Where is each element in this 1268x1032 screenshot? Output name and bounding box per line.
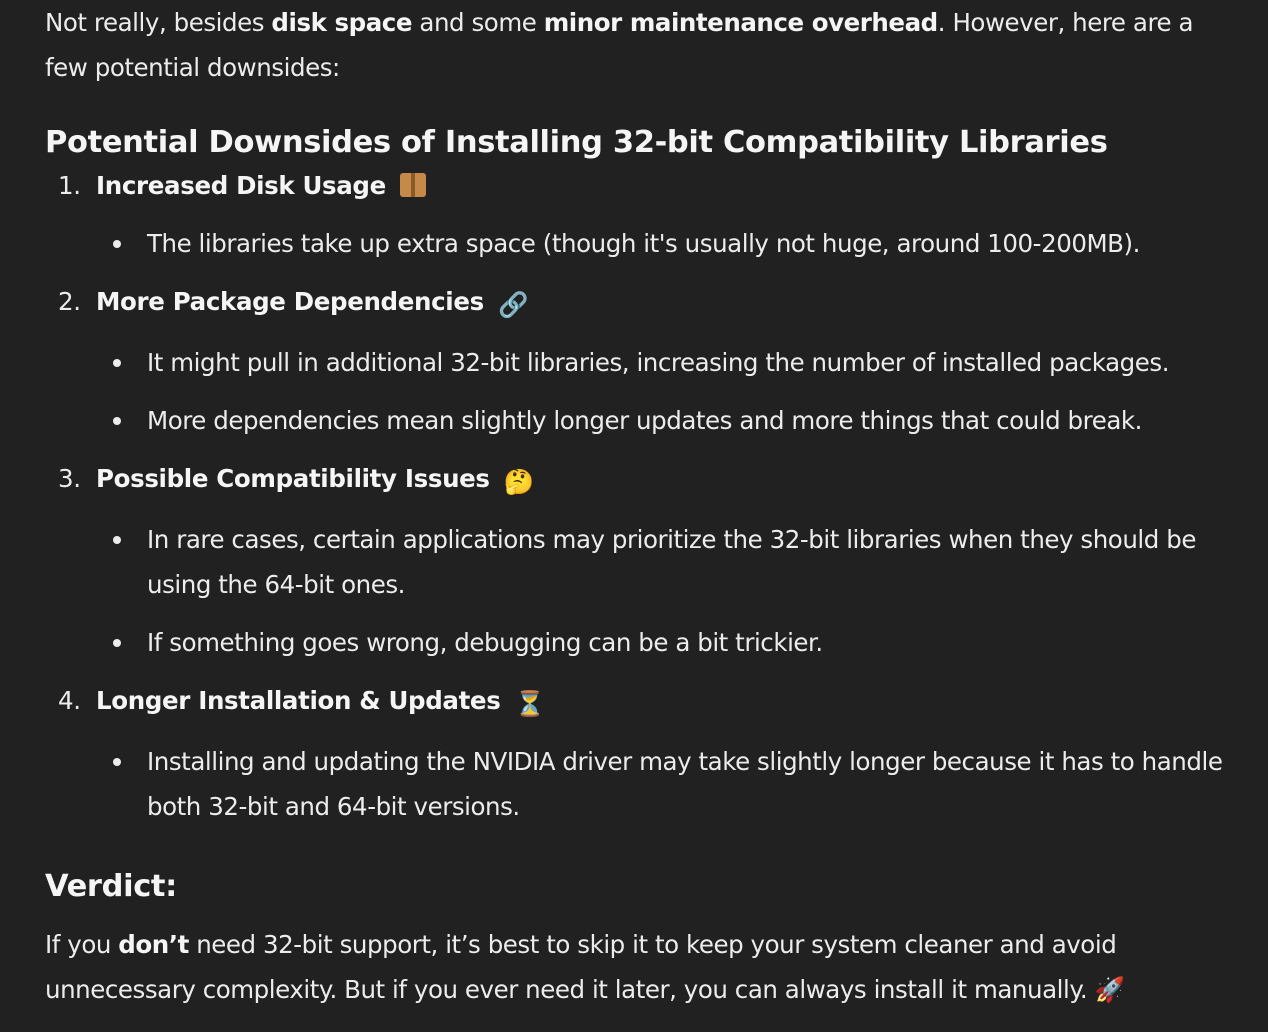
item-title-text: Longer Installation & Updates [96, 686, 501, 715]
list-item [45, 279, 1225, 443]
rocket-icon: 🚀 [1094, 975, 1125, 1004]
item-title-text: Increased Disk Usage [96, 171, 386, 200]
bullet-list [45, 221, 1225, 266]
item-title-text: More Package Dependencies [96, 287, 484, 316]
thinking-face-icon: 🤔 [503, 467, 535, 496]
item-number: 3. [58, 464, 81, 493]
intro-bold-disk-space: disk space [271, 8, 413, 37]
list-item [45, 678, 1225, 829]
item-title [45, 163, 1225, 208]
bullet-item: In rare cases, certain applications may prioritize the 32-bit libraries when they should be using the 64-bit ones. [45, 517, 1225, 607]
bullet-list [45, 340, 1225, 443]
bullet-item: The libraries take up extra space (though it's usually not huge, around 100-200MB). [45, 221, 1225, 266]
intro-text-1: Not really, besides [45, 8, 272, 37]
hourglass-icon: ⏳ [514, 689, 545, 718]
bullet-list [45, 517, 1225, 665]
chat-message [45, 0, 1225, 1012]
bullet-item: It might pull in additional 32-bit libraries, increasing the number of installed packages. [45, 340, 1225, 385]
item-number: 4. [58, 686, 81, 715]
list-item [45, 456, 1225, 665]
item-number: 1. [58, 171, 81, 200]
intro-text-2: and some [412, 8, 544, 37]
item-title [45, 678, 1225, 726]
intro-text-3: . However, here are a few potential downsides: [45, 8, 1194, 82]
verdict-heading: Verdict: [45, 869, 178, 904]
verdict-text-1: If you [45, 930, 119, 959]
bullet-item: More dependencies mean slightly longer updates and more things that could break. [45, 398, 1225, 443]
intro-bold-maintenance: minor maintenance overhead [543, 8, 938, 37]
bullet-item: If something goes wrong, debugging can be a bit trickier. [45, 620, 1225, 665]
item-title [45, 279, 1225, 327]
verdict-paragraph [45, 922, 1225, 1012]
item-number: 2. [58, 287, 81, 316]
item-title [45, 456, 1225, 504]
intro-paragraph [45, 0, 1225, 90]
package-icon [400, 173, 426, 197]
section-heading: Potential Downsides of Installing 32-bit Compatibility Libraries [45, 125, 1108, 160]
item-title-text: Possible Compatibility Issues [96, 464, 490, 493]
downsides-list [45, 163, 1225, 829]
bullet-list [45, 739, 1225, 829]
link-icon: 🔗 [498, 290, 529, 319]
list-item [45, 163, 1225, 266]
verdict-bold-dont: don’t [118, 930, 189, 959]
verdict-text-2: need 32-bit support, it’s best to skip it to keep your system cleaner and avoid unnecessary complexity. But if you ever need it later, you can always install it manually. [45, 930, 1117, 1004]
bullet-item: Installing and updating the NVIDIA driver may take slightly longer because it has to handle both 32-bit and 64-bit versions. [45, 739, 1225, 829]
